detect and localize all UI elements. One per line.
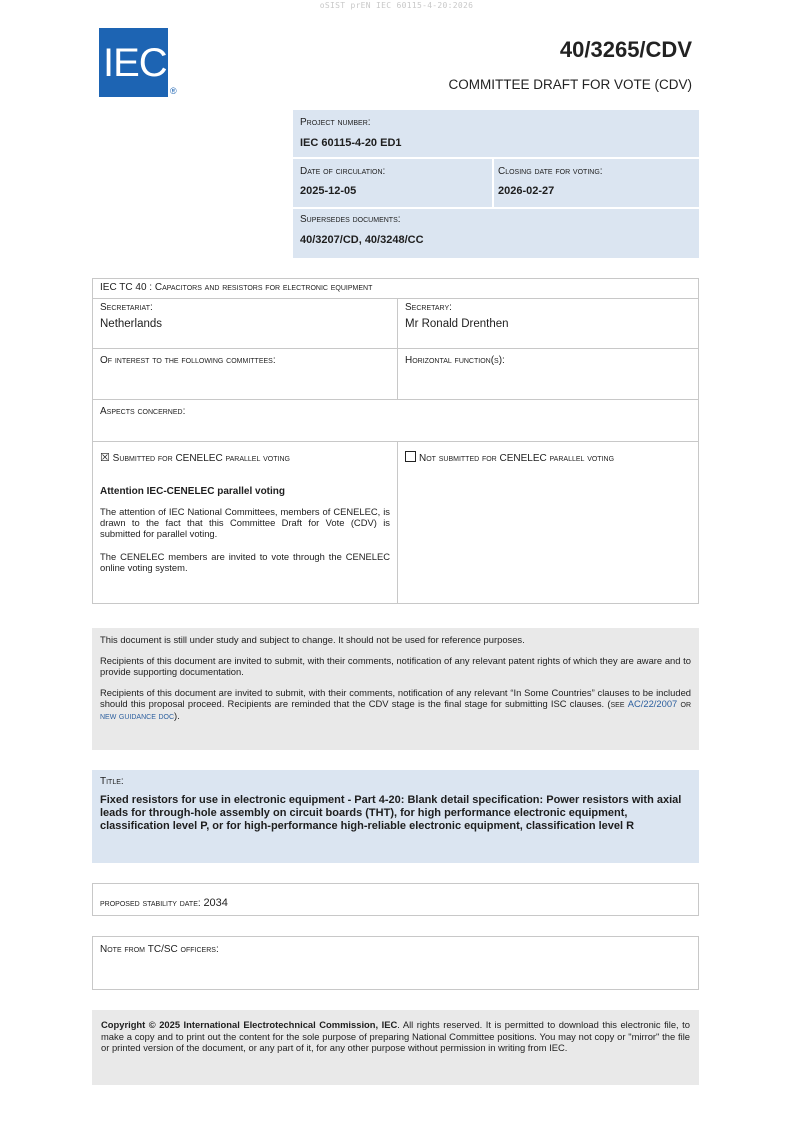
not-submitted-row xyxy=(405,451,691,464)
watermark: oSIST prEN IEC 60115-4-20:2026 xyxy=(319,1,474,10)
submitted-label-a: Submitted for xyxy=(112,453,176,464)
secretariat-value: Netherlands xyxy=(100,318,163,330)
title-label: Title: xyxy=(100,776,124,787)
document-number: 40/3265/CDV xyxy=(559,37,692,62)
divider xyxy=(293,157,699,159)
not-submitted-label-a: Not submitted for xyxy=(419,453,500,464)
submitted-label-b: CENELEC xyxy=(175,453,223,464)
secretariat-cell xyxy=(93,299,398,349)
notice-p3-text: Recipients of this document are invited to submit, with their comments, notification of any relevant “In Some Countries” clauses to be included should this proposal proceed. Recipients are reminded that the CDV stage is the final stage for submitting ISC clauses. ( xyxy=(100,686,691,709)
supersedes-value: 40/3207/CD, 40/3248/CC xyxy=(300,234,424,246)
note-label-a: Note from xyxy=(100,944,148,955)
note-label-b: TC/SC xyxy=(147,944,178,955)
not-submitted-label-b: CENELEC xyxy=(499,453,547,464)
unchecked-checkbox[interactable] xyxy=(405,451,416,462)
attention-title: Attention IEC-CENELEC parallel voting xyxy=(100,486,286,497)
checked-checkbox[interactable]: ☒ xyxy=(100,452,110,464)
aspects-label: Aspects concerned: xyxy=(100,406,186,417)
notice-box xyxy=(92,628,699,750)
submitted-row xyxy=(100,451,390,464)
circulation-value: 2025-12-05 xyxy=(300,185,357,197)
note-label-c: officers: xyxy=(177,944,219,955)
logo-text: IEC xyxy=(103,41,167,85)
tc-prefix: IEC TC 40 : xyxy=(100,282,155,293)
copyright-box xyxy=(92,1010,699,1085)
stability-label: proposed stability date: xyxy=(100,898,204,909)
notice-p2: Recipients of this document are invited to submit, with their comments, notification of any relevant patent rights of which they are aware and to provide supporting documentation. xyxy=(100,654,691,677)
not-submitted-label-c: parallel voting xyxy=(546,453,615,464)
copyright-bold: Copyright © 2025 International Electrotechnical Commission, IEC xyxy=(101,1019,398,1030)
link-new-guidance-doc[interactable]: new guidance doc xyxy=(100,709,175,721)
tc-name: Capacitors and resistors for electronic equipment xyxy=(154,282,373,293)
copyright-body: . All rights reserved. It is permitted to download this electronic file, to make a copy and to print out the content for the sole purpose of preparing National Committee positions. You may not copy or "mirror" the file or printed version of the document, or any part of it, for any other purpose without permission in writing from IEC. xyxy=(101,1019,690,1053)
divider xyxy=(492,157,494,207)
not-submitted-cell xyxy=(398,442,699,604)
project-number-label: Project number: xyxy=(300,117,371,128)
title-box xyxy=(92,770,699,863)
secretary-cell xyxy=(398,299,699,349)
notice-p3 xyxy=(100,687,691,722)
attention-text: The attention of IEC National Committees, members of CENELEC, is drawn to the fact that this Committee Draft for Vote (CDV) is submitted for parallel voting. xyxy=(100,506,390,539)
notice-see: see xyxy=(610,698,625,709)
closing-label: Closing date for voting: xyxy=(498,166,603,177)
notice-or: or xyxy=(680,698,692,709)
notice-p1: This document is still under study and subject to change. It should not be used for reference purposes. xyxy=(100,634,525,645)
title-text: Fixed resistors for use in electronic equipment - Part 4-20: Blank detail specification: Power resistors with axial leads for through-hole assembly on circuit boards (THT), for high performance electronic equipment, classification level P, or for high-performance high-reliable electronic equipment, classification level R xyxy=(100,794,682,832)
tc-cell xyxy=(93,279,699,299)
circulation-label: Date of circulation: xyxy=(300,166,386,177)
copyright-text xyxy=(101,1019,690,1054)
link-ac-22-2007[interactable]: AC/22/2007 xyxy=(627,698,678,709)
secretary-label: Secretary: xyxy=(405,302,452,313)
horizontal-cell xyxy=(398,349,699,400)
secretariat-label: Secretariat: xyxy=(100,302,153,313)
secretary-value: Mr Ronald Drenthen xyxy=(405,318,509,330)
iec-logo xyxy=(99,28,168,97)
horizontal-label: Horizontal function(s): xyxy=(405,355,505,366)
notice-end: ). xyxy=(174,709,180,721)
interest-label: Of interest to the following committees: xyxy=(100,355,276,366)
document-type: COMMITTEE DRAFT FOR VOTE (CDV) xyxy=(448,77,692,92)
submitted-cell xyxy=(93,442,398,604)
note-box xyxy=(92,936,699,990)
registered-mark: ® xyxy=(170,86,177,96)
committee-table xyxy=(92,278,699,604)
submitted-label-c: parallel voting xyxy=(222,453,290,464)
members-text: The CENELEC members are invited to vote through the CENELEC online voting system. xyxy=(100,551,390,573)
project-number-value: IEC 60115-4-20 ED1 xyxy=(300,137,402,149)
closing-value: 2026-02-27 xyxy=(498,185,555,197)
project-info-box xyxy=(293,110,699,258)
divider xyxy=(293,207,699,209)
aspects-cell xyxy=(93,400,699,442)
stability-box xyxy=(92,883,699,916)
stability-value: 2034 xyxy=(203,897,228,909)
interest-cell xyxy=(93,349,398,400)
supersedes-label: Supersedes documents: xyxy=(300,214,401,225)
